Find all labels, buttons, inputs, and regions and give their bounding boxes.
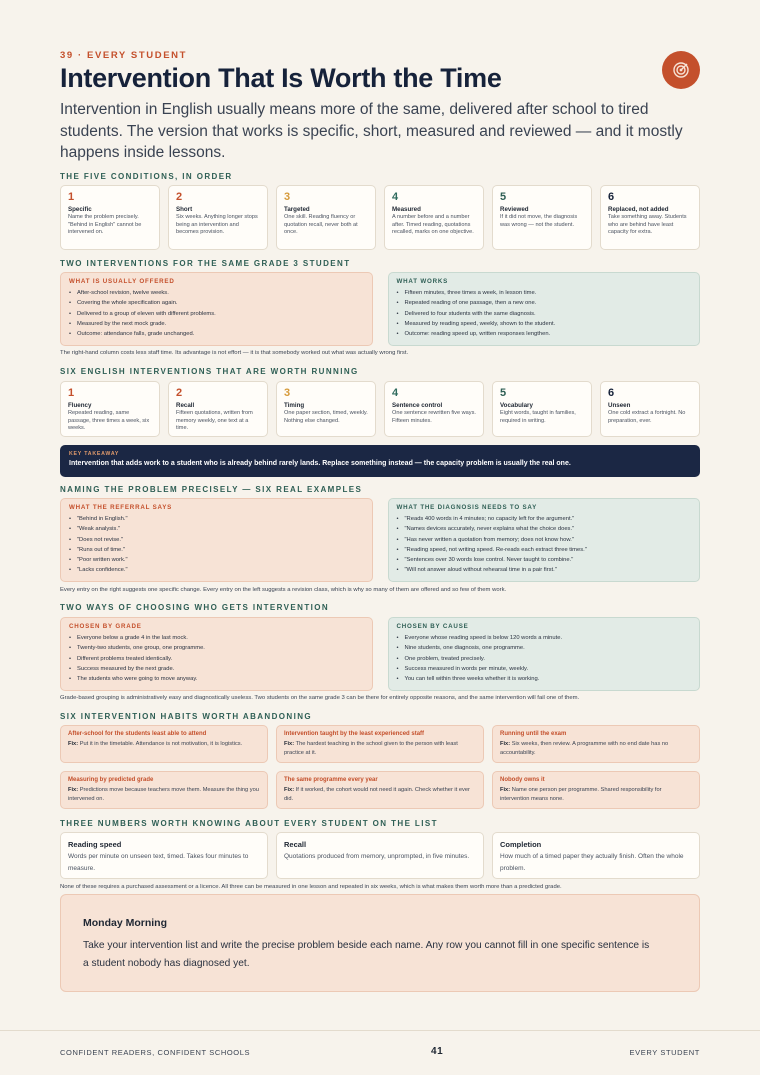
list-item: • "Poor written work." xyxy=(69,555,364,565)
page-title: Intervention That Is Worth the Time xyxy=(60,63,502,93)
list-item: • "Will not answer aloud without rehearsal time in a pair first." xyxy=(397,565,692,575)
intervention-title: Fluency xyxy=(68,402,92,409)
panel-title: WHAT IS USUALLY OFFERED xyxy=(69,278,175,285)
list-item: • "Behind in English." xyxy=(69,514,364,524)
chapter-badge xyxy=(662,51,700,89)
two-interventions-note: The right-hand column costs less staff time. Its advantage is not effort — it is that somebody worked out what was actually wrong first. xyxy=(60,350,409,356)
fix-label: Fix: xyxy=(284,787,295,793)
monday-title: Monday Morning xyxy=(83,917,167,929)
monday-body: Take your intervention list and write the precise problem beside each name. Any row you cannot fill in one specific sentence is a student nobody has diagnosed yet. xyxy=(83,940,650,969)
fix-label: Fix: xyxy=(68,787,79,793)
two-interventions-heading: TWO INTERVENTIONS FOR THE SAME GRADE 3 STUDENT xyxy=(60,259,351,268)
list-item: • Measured by reading speed, weekly, shown to the student. xyxy=(397,319,692,329)
naming-panels xyxy=(60,498,700,582)
intervention-body: One sentence rewritten five ways. Fifteen minutes. xyxy=(392,410,476,424)
intervention-title: Timing xyxy=(284,402,305,409)
intervention-title: Vocabulary xyxy=(500,402,533,409)
condition-card xyxy=(384,185,484,250)
list-item: • Twenty-two students, one group, one programme. xyxy=(69,643,364,653)
panel-title: WHAT WORKS xyxy=(396,278,449,285)
condition-number: 6 xyxy=(608,191,615,203)
habit-fix xyxy=(500,740,692,757)
intervention-number: 4 xyxy=(392,387,399,399)
list-item: • Outcome: reading speed up, written responses lengthen. xyxy=(397,329,692,339)
list-item: • Success measured by the next grade. xyxy=(69,664,364,674)
intervention-number: 2 xyxy=(176,387,183,399)
condition-body: Six weeks. Anything longer stops being an intervention and becomes provision. xyxy=(176,214,258,236)
intervention-card xyxy=(492,381,592,437)
habit-fix xyxy=(284,786,476,803)
panel-title: CHOSEN BY GRADE xyxy=(69,623,142,630)
condition-title: Reviewed xyxy=(500,206,529,213)
intervention-number: 5 xyxy=(500,387,507,399)
condition-body: Name the problem precisely. "Behind in English" cannot be intervened on. xyxy=(68,214,142,236)
condition-number: 4 xyxy=(392,191,399,203)
condition-number: 5 xyxy=(500,191,507,203)
number-title: Recall xyxy=(284,840,307,849)
intervention-body: One cold extract a fortnight. No preparation, ever. xyxy=(608,410,686,424)
condition-body: If it did not move, the diagnosis was wrong — not the student. xyxy=(500,214,578,228)
takeaway-text: Intervention that adds work to a student who is already behind rarely lands. Replace something instead — the capacity problem is usually the real one. xyxy=(69,460,571,467)
key-takeaway xyxy=(60,445,700,477)
condition-body: A number before and a number after. Timed reading, quotations recalled, marks on one objective. xyxy=(392,214,474,236)
number-body: How much of a timed paper they actually finish. Often the whole problem. xyxy=(500,853,684,872)
fix-label: Fix: xyxy=(68,741,79,747)
number-body: Words per minute on unseen text, timed. Takes four minutes to measure. xyxy=(68,853,249,872)
page-number: 41 xyxy=(431,1046,444,1057)
list-item: • Repeated reading of one passage, then a new one. xyxy=(397,298,692,308)
list-item: • "Reading speed, not writing speed. Re-reads each extract three times." xyxy=(397,545,692,555)
condition-title: Measured xyxy=(392,206,421,213)
intervention-number: 3 xyxy=(284,387,291,399)
list-item: • "Does not revise." xyxy=(69,535,364,545)
footer-section: EVERY STUDENT xyxy=(629,1048,700,1057)
condition-card xyxy=(168,185,268,250)
intervention-title: Sentence control xyxy=(392,402,443,409)
condition-title: Targeted xyxy=(284,206,310,213)
fix-text: The hardest teaching in the school given to the person with least practice at it. xyxy=(284,741,458,756)
fix-text: Six weeks, then review. A programme with no end date has no accountability. xyxy=(500,741,669,756)
list-item: • Success measured in words per minute, weekly. xyxy=(397,664,692,674)
target-icon xyxy=(672,61,690,79)
page-lede: Intervention in English usually means more of the same, delivered after school to tired students. The version that works is specific, short, measured and reviewed — and it mostly happens inside lessons. xyxy=(60,101,683,161)
condition-card xyxy=(60,185,160,250)
condition-title: Replaced, not added xyxy=(608,206,669,213)
fix-label: Fix: xyxy=(500,787,511,793)
habit-title: The same programme every year xyxy=(284,777,378,783)
footer-divider xyxy=(0,1030,760,1031)
list-item: • You can tell within three weeks whether it is working. xyxy=(397,674,692,684)
number-title: Reading speed xyxy=(68,840,122,849)
list-item: • "Reads 400 words in 4 minutes; no capacity left for the argument." xyxy=(397,514,692,524)
chapter-kicker: 39 · EVERY STUDENT xyxy=(60,50,187,61)
choosing-panels xyxy=(60,617,700,691)
fix-text: Name one person per programme. Shared responsibility for intervention means none. xyxy=(500,787,662,802)
number-title: Completion xyxy=(500,840,542,849)
panel-list xyxy=(69,288,364,339)
condition-title: Specific xyxy=(68,206,92,213)
habit-card xyxy=(492,771,700,809)
habits-grid xyxy=(60,725,700,809)
fix-text: Put it in the timetable. Attendance is not motivation, it is logistics. xyxy=(79,741,243,747)
list-item: • The students who were going to move anyway. xyxy=(69,674,364,684)
fix-text: If it worked, the cohort would not need it again. Check whether it ever did. xyxy=(284,787,470,802)
three-numbers-cards xyxy=(60,832,700,879)
footer-book-title: CONFIDENT READERS, CONFIDENT SCHOOLS xyxy=(60,1048,251,1057)
condition-card xyxy=(492,185,592,250)
habit-fix xyxy=(284,740,476,757)
intervention-body: Eight words, taught in families, required in writing. xyxy=(500,410,576,424)
list-item: • Different problems treated identically. xyxy=(69,654,364,664)
condition-body: Take something away. Students who are behind have least capacity for extra. xyxy=(608,214,687,236)
list-item: • "Names devices accurately, never explains what the choice does." xyxy=(397,524,692,534)
habit-card xyxy=(276,771,484,809)
habit-fix xyxy=(500,786,692,803)
six-interventions-heading: SIX ENGLISH INTERVENTIONS THAT ARE WORTH RUNNING xyxy=(60,367,359,376)
habit-card xyxy=(276,725,484,763)
panel-list xyxy=(69,514,364,576)
habit-title: Measuring by predicted grade xyxy=(68,777,154,783)
intervention-body: Repeated reading, same passage, three times a week, six weeks. xyxy=(68,410,150,432)
list-item: • "Weak analysis." xyxy=(69,524,364,534)
intervention-body: Fifteen quotations, written from memory weekly, one text at a time. xyxy=(176,410,253,432)
condition-number: 1 xyxy=(68,191,75,203)
three-numbers-heading: THREE NUMBERS WORTH KNOWING ABOUT EVERY STUDENT ON THE LIST xyxy=(60,819,438,828)
panel-title: WHAT THE DIAGNOSIS NEEDS TO SAY xyxy=(396,504,538,511)
panel-list xyxy=(397,514,692,576)
habit-fix xyxy=(68,786,260,803)
condition-card xyxy=(276,185,376,250)
conditions-heading: THE FIVE CONDITIONS, IN ORDER xyxy=(60,172,233,181)
intervention-number: 6 xyxy=(608,387,615,399)
intervention-card xyxy=(60,381,160,437)
takeaway-label: KEY TAKEAWAY xyxy=(69,451,120,457)
intervention-title: Recall xyxy=(176,402,195,409)
condition-number: 3 xyxy=(284,191,291,203)
two-interventions-panels xyxy=(60,272,700,346)
habit-title: Intervention taught by the least experienced staff xyxy=(284,731,425,737)
list-item: • Delivered to a group of eleven with different problems. xyxy=(69,309,364,319)
intervention-card xyxy=(276,381,376,437)
fix-label: Fix: xyxy=(284,741,295,747)
condition-title: Short xyxy=(176,206,193,213)
list-item: • Outcome: attendance falls, grade unchanged. xyxy=(69,329,364,339)
intervention-number: 1 xyxy=(68,387,75,399)
referral-panel xyxy=(60,498,373,582)
three-numbers-note: None of these requires a purchased assessment or a licence. All three can be measured in one lesson and repeated in six weeks, which is what makes them worth more than a predicted grade. xyxy=(60,884,562,890)
habit-fix xyxy=(68,740,260,749)
choosing-note: Grade-based grouping is administratively easy and diagnostically useless. Two students on the same grade 3 can be there for entirely opposite reasons, and the same intervention will fail one of them. xyxy=(60,695,580,701)
list-item: • Measured by the next mock grade. xyxy=(69,319,364,329)
habit-card xyxy=(60,725,268,763)
habit-card xyxy=(60,771,268,809)
number-card xyxy=(276,832,484,879)
monday-morning-box xyxy=(60,894,700,992)
list-item: • "Has never written a quotation from memory; does not know how." xyxy=(397,535,692,545)
choosing-heading: TWO WAYS OF CHOOSING WHO GETS INTERVENTION xyxy=(60,603,330,612)
diagnosis-panel xyxy=(388,498,701,582)
condition-number: 2 xyxy=(176,191,183,203)
panel-list xyxy=(69,633,364,684)
intervention-card xyxy=(168,381,268,437)
number-card xyxy=(60,832,268,879)
list-item: • Covering the whole specification again. xyxy=(69,298,364,308)
panel-list xyxy=(397,288,692,339)
panel-title: CHOSEN BY CAUSE xyxy=(396,623,469,630)
habit-title: Running until the exam xyxy=(500,731,567,737)
habit-title: Nobody owns it xyxy=(500,777,545,783)
list-item: • Fifteen minutes, three times a week, in lesson time. xyxy=(397,288,692,298)
intervention-card xyxy=(600,381,700,437)
what-works-panel xyxy=(388,272,701,346)
list-item: • "Runs out of time." xyxy=(69,545,364,555)
intervention-card xyxy=(384,381,484,437)
panel-list xyxy=(397,633,692,684)
list-item: • Everyone whose reading speed is below 120 words a minute. xyxy=(397,633,692,643)
number-body: Quotations produced from memory, unprompted, in five minutes. xyxy=(284,853,470,860)
fix-label: Fix: xyxy=(500,741,511,747)
condition-card xyxy=(600,185,700,250)
list-item: • Everyone below a grade 4 in the last mock. xyxy=(69,633,364,643)
list-item: • "Lacks confidence." xyxy=(69,565,364,575)
habit-title: After-school for the students least able to attend xyxy=(68,731,207,737)
conditions-cards xyxy=(60,185,700,250)
list-item: • One problem, treated precisely. xyxy=(397,654,692,664)
list-item: • Delivered to four students with the same diagnosis. xyxy=(397,309,692,319)
by-cause-panel xyxy=(388,617,701,691)
list-item: • After-school revision, twelve weeks. xyxy=(69,288,364,298)
intervention-body: One paper section, timed, weekly. Nothing else changed. xyxy=(284,410,368,424)
habits-heading: SIX INTERVENTION HABITS WORTH ABANDONING xyxy=(60,712,313,721)
by-grade-panel xyxy=(60,617,373,691)
habit-card xyxy=(492,725,700,763)
list-item: • "Sentences over 30 words lose control. Never taught to combine." xyxy=(397,555,692,565)
naming-note: Every entry on the right suggests one specific change. Every entry on the left suggests a revision class, which is why so many of them are offered and so few of them work. xyxy=(60,587,507,593)
number-card xyxy=(492,832,700,879)
naming-heading: NAMING THE PROBLEM PRECISELY — SIX REAL EXAMPLES xyxy=(60,485,363,494)
condition-body: One skill. Reading fluency or quotation recall, never both at once. xyxy=(284,214,358,236)
usually-offered-panel xyxy=(60,272,373,346)
intervention-title: Unseen xyxy=(608,402,631,409)
six-interventions-cards xyxy=(60,381,700,437)
panel-title: WHAT THE REFERRAL SAYS xyxy=(69,504,173,511)
fix-text: Predictions move because teachers move them. Measure the thing you intervened on. xyxy=(68,787,259,802)
list-item: • Nine students, one diagnosis, one programme. xyxy=(397,643,692,653)
